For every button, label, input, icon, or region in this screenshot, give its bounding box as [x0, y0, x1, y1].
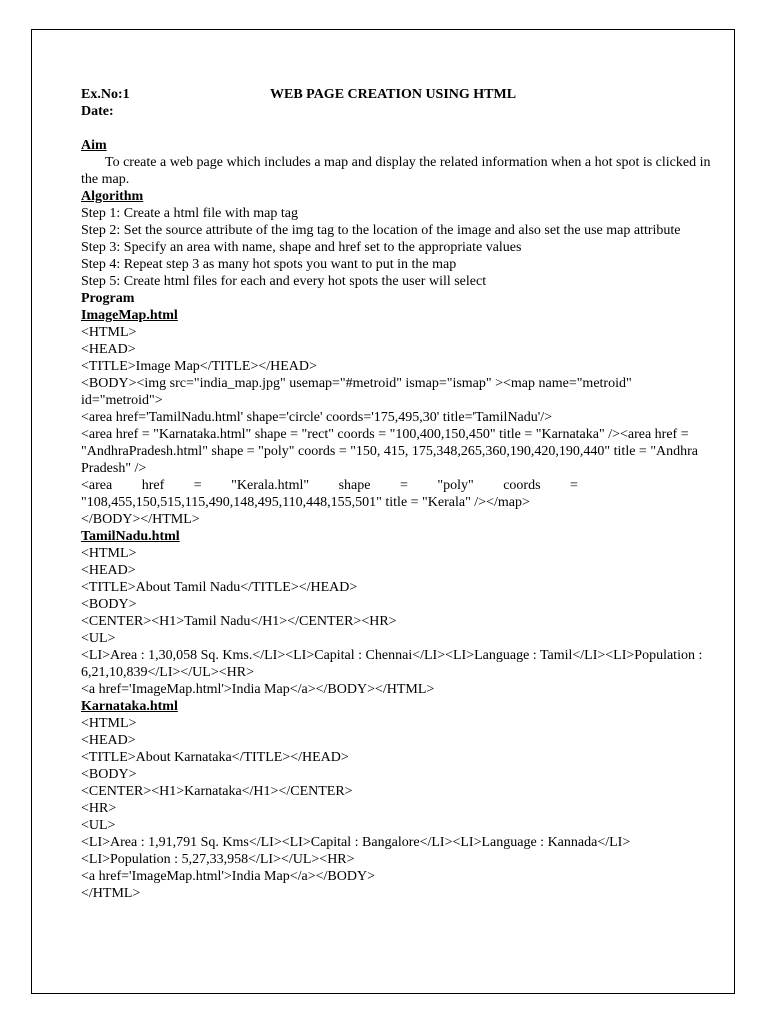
- code-line: <CENTER><H1>Karnataka</H1></CENTER>: [81, 784, 353, 799]
- code-line: </BODY></HTML>: [81, 512, 200, 527]
- code-line: <area href = "Karnataka.html" shape = "rect" coords = "100,400,150,450" title = "Karnataka" /><area href = "AndhraPradesh.html" shape = "poly" coords = "150, 415, 175,348,265,360,190,420,190,440" title = "Andhra Pradesh" />: [81, 427, 702, 476]
- code-line: <a href='ImageMap.html'>India Map</a></BODY></HTML>: [81, 682, 435, 697]
- document-title: WEB PAGE CREATION USING HTML: [270, 87, 517, 102]
- code-token: =: [193, 478, 202, 493]
- date-label: Date:: [81, 104, 114, 119]
- kerala-area-line: [81, 477, 578, 494]
- code-token: shape: [338, 478, 371, 493]
- code-token: "poly": [437, 478, 474, 493]
- code-line: <BODY><img src="india_map.jpg" usemap="#metroid" ismap="ismap" ><map name="metroid" id="metroid">: [81, 376, 636, 408]
- algorithm-step-1: Step 1: Create a html file with map tag: [81, 206, 298, 221]
- code-token: href: [141, 478, 165, 493]
- code-line: <UL>: [81, 818, 116, 833]
- code-line: <LI>Area : 1,30,058 Sq. Kms.</LI><LI>Capital : Chennai</LI><LI>Language : Tamil</LI><LI>Population : 6,21,10,839</LI></UL><HR>: [81, 648, 706, 680]
- code-line: <UL>: [81, 631, 116, 646]
- code-line: <CENTER><H1>Tamil Nadu</H1></CENTER><HR>: [81, 614, 397, 629]
- code-line: <TITLE>About Tamil Nadu</TITLE></HEAD>: [81, 580, 358, 595]
- header-row: [81, 86, 713, 103]
- code-line: <BODY>: [81, 767, 137, 782]
- code-line: <HEAD>: [81, 342, 136, 357]
- code-token: "Kerala.html": [231, 478, 310, 493]
- algorithm-heading: Algorithm: [81, 189, 144, 204]
- code-line: <TITLE>About Karnataka</TITLE></HEAD>: [81, 750, 349, 765]
- code-line: <HTML>: [81, 716, 137, 731]
- code-line: <HTML>: [81, 546, 137, 561]
- code-line: <area href='TamilNadu.html' shape='circle' coords='175,495,30' title='TamilNadu'/>: [81, 410, 553, 425]
- algorithm-step-2: Step 2: Set the source attribute of the img tag to the location of the image and also set the use map attribute: [81, 223, 681, 238]
- file-heading-tamilnadu: TamilNadu.html: [81, 529, 180, 544]
- code-token: =: [399, 478, 408, 493]
- code-line: <LI>Area : 1,91,791 Sq. Kms</LI><LI>Capital : Bangalore</LI><LI>Language : Kannada</LI><LI>Population : 5,27,33,958</LI></UL><HR>: [81, 835, 631, 867]
- file-heading-imagemap: ImageMap.html: [81, 308, 178, 323]
- aim-heading: Aim: [81, 138, 107, 153]
- algorithm-step-3: Step 3: Specify an area with name, shape and href set to the appropriate values: [81, 240, 522, 255]
- code-line: <TITLE>Image Map</TITLE></HEAD>: [81, 359, 317, 374]
- exercise-number: Ex.No:1: [81, 87, 130, 102]
- code-line: <BODY>: [81, 597, 137, 612]
- code-line: <HEAD>: [81, 563, 136, 578]
- file-heading-karnataka: Karnataka.html: [81, 699, 178, 714]
- algorithm-step-4: Step 4: Repeat step 3 as many hot spots you want to put in the map: [81, 257, 457, 272]
- code-token: <area: [81, 478, 113, 493]
- code-line: "108,455,150,515,115,490,148,495,110,448,155,501" title = "Kerala" /></map>: [81, 495, 530, 510]
- document-body: [81, 86, 713, 902]
- aim-text: To create a web page which includes a map and display the related information when a hot spot is clicked in the map.: [81, 155, 711, 187]
- program-heading: Program: [81, 291, 135, 306]
- code-token: coords: [503, 478, 541, 493]
- code-line: <HTML>: [81, 325, 137, 340]
- code-line: <HEAD>: [81, 733, 136, 748]
- code-line: <HR>: [81, 801, 117, 816]
- spacer: [81, 120, 713, 137]
- algorithm-step-5: Step 5: Create html files for each and every hot spots the user will select: [81, 274, 487, 289]
- code-line: <a href='ImageMap.html'>India Map</a></BODY>: [81, 869, 375, 884]
- code-line: </HTML>: [81, 886, 141, 901]
- code-token: =: [570, 478, 578, 493]
